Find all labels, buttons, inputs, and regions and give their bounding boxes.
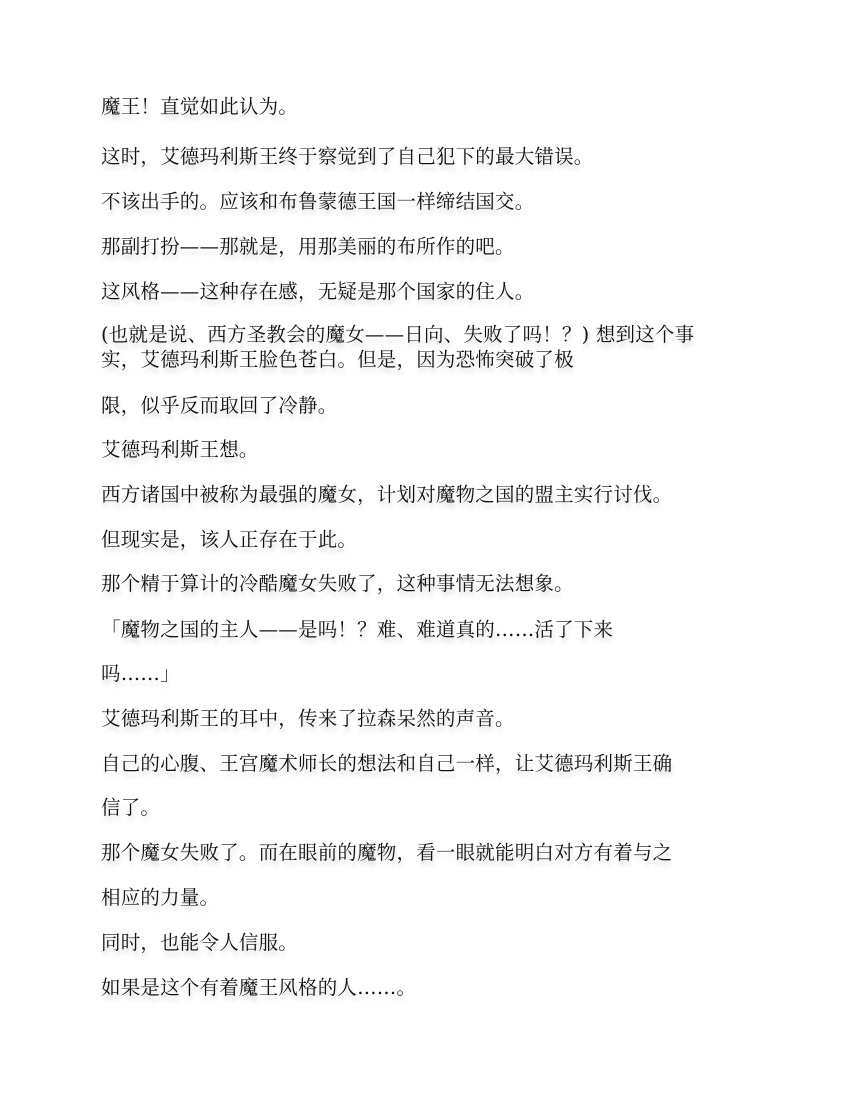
text-line: 艾德玛利斯王的耳中，传来了拉森呆然的声音。 [101,707,515,730]
text-line: 自己的心腹、王宫魔术师长的想法和自己一样，让艾德玛利斯王确 [101,752,673,775]
text-line: 「魔物之国的主人——是吗！？难、难道真的……活了下来 [101,618,614,641]
text-line: (也就是说、西方圣教会的魔女——日向、失败了吗！？) 想到这个事 [101,323,695,346]
text-line: 如果是这个有着魔王风格的人……。 [101,976,417,999]
text-line: 吗……」 [101,662,180,685]
text-line: 西方诸国中被称为最强的魔女，计划对魔物之国的盟主实行讨伐。 [101,483,673,506]
text-line: 限，似乎反而取回了冷静。 [101,394,338,417]
text-line: 但现实是，该人正存在于此。 [101,528,358,551]
text-line: 魔王！直觉如此认为。 [101,95,299,118]
text-line: 那个魔女失败了。而在眼前的魔物，看一眼就能明白对方有着与之 [101,841,673,864]
text-line: 实，艾德玛利斯王脸色苍白。但是，因为恐怖突破了极 [101,348,574,371]
text-line: 不该出手的。应该和布鲁蒙德王国一样缔结国交。 [101,190,535,213]
text-line: 那副打扮——那就是，用那美丽的布所作的吧。 [101,235,515,258]
text-line: 信了。 [101,796,161,819]
text-line: 同时，也能令人信服。 [101,931,299,954]
text-line: 艾德玛利斯王想。 [101,438,259,461]
text-line: 那个精于算计的冷酷魔女失败了，这种事情无法想象。 [101,572,574,595]
text-line: 相应的力量。 [101,886,220,909]
text-line: 这时，艾德玛利斯王终于察觉到了自己犯下的最大错误。 [101,145,594,168]
text-line: 这风格——这种存在感，无疑是那个国家的住人。 [101,280,535,303]
